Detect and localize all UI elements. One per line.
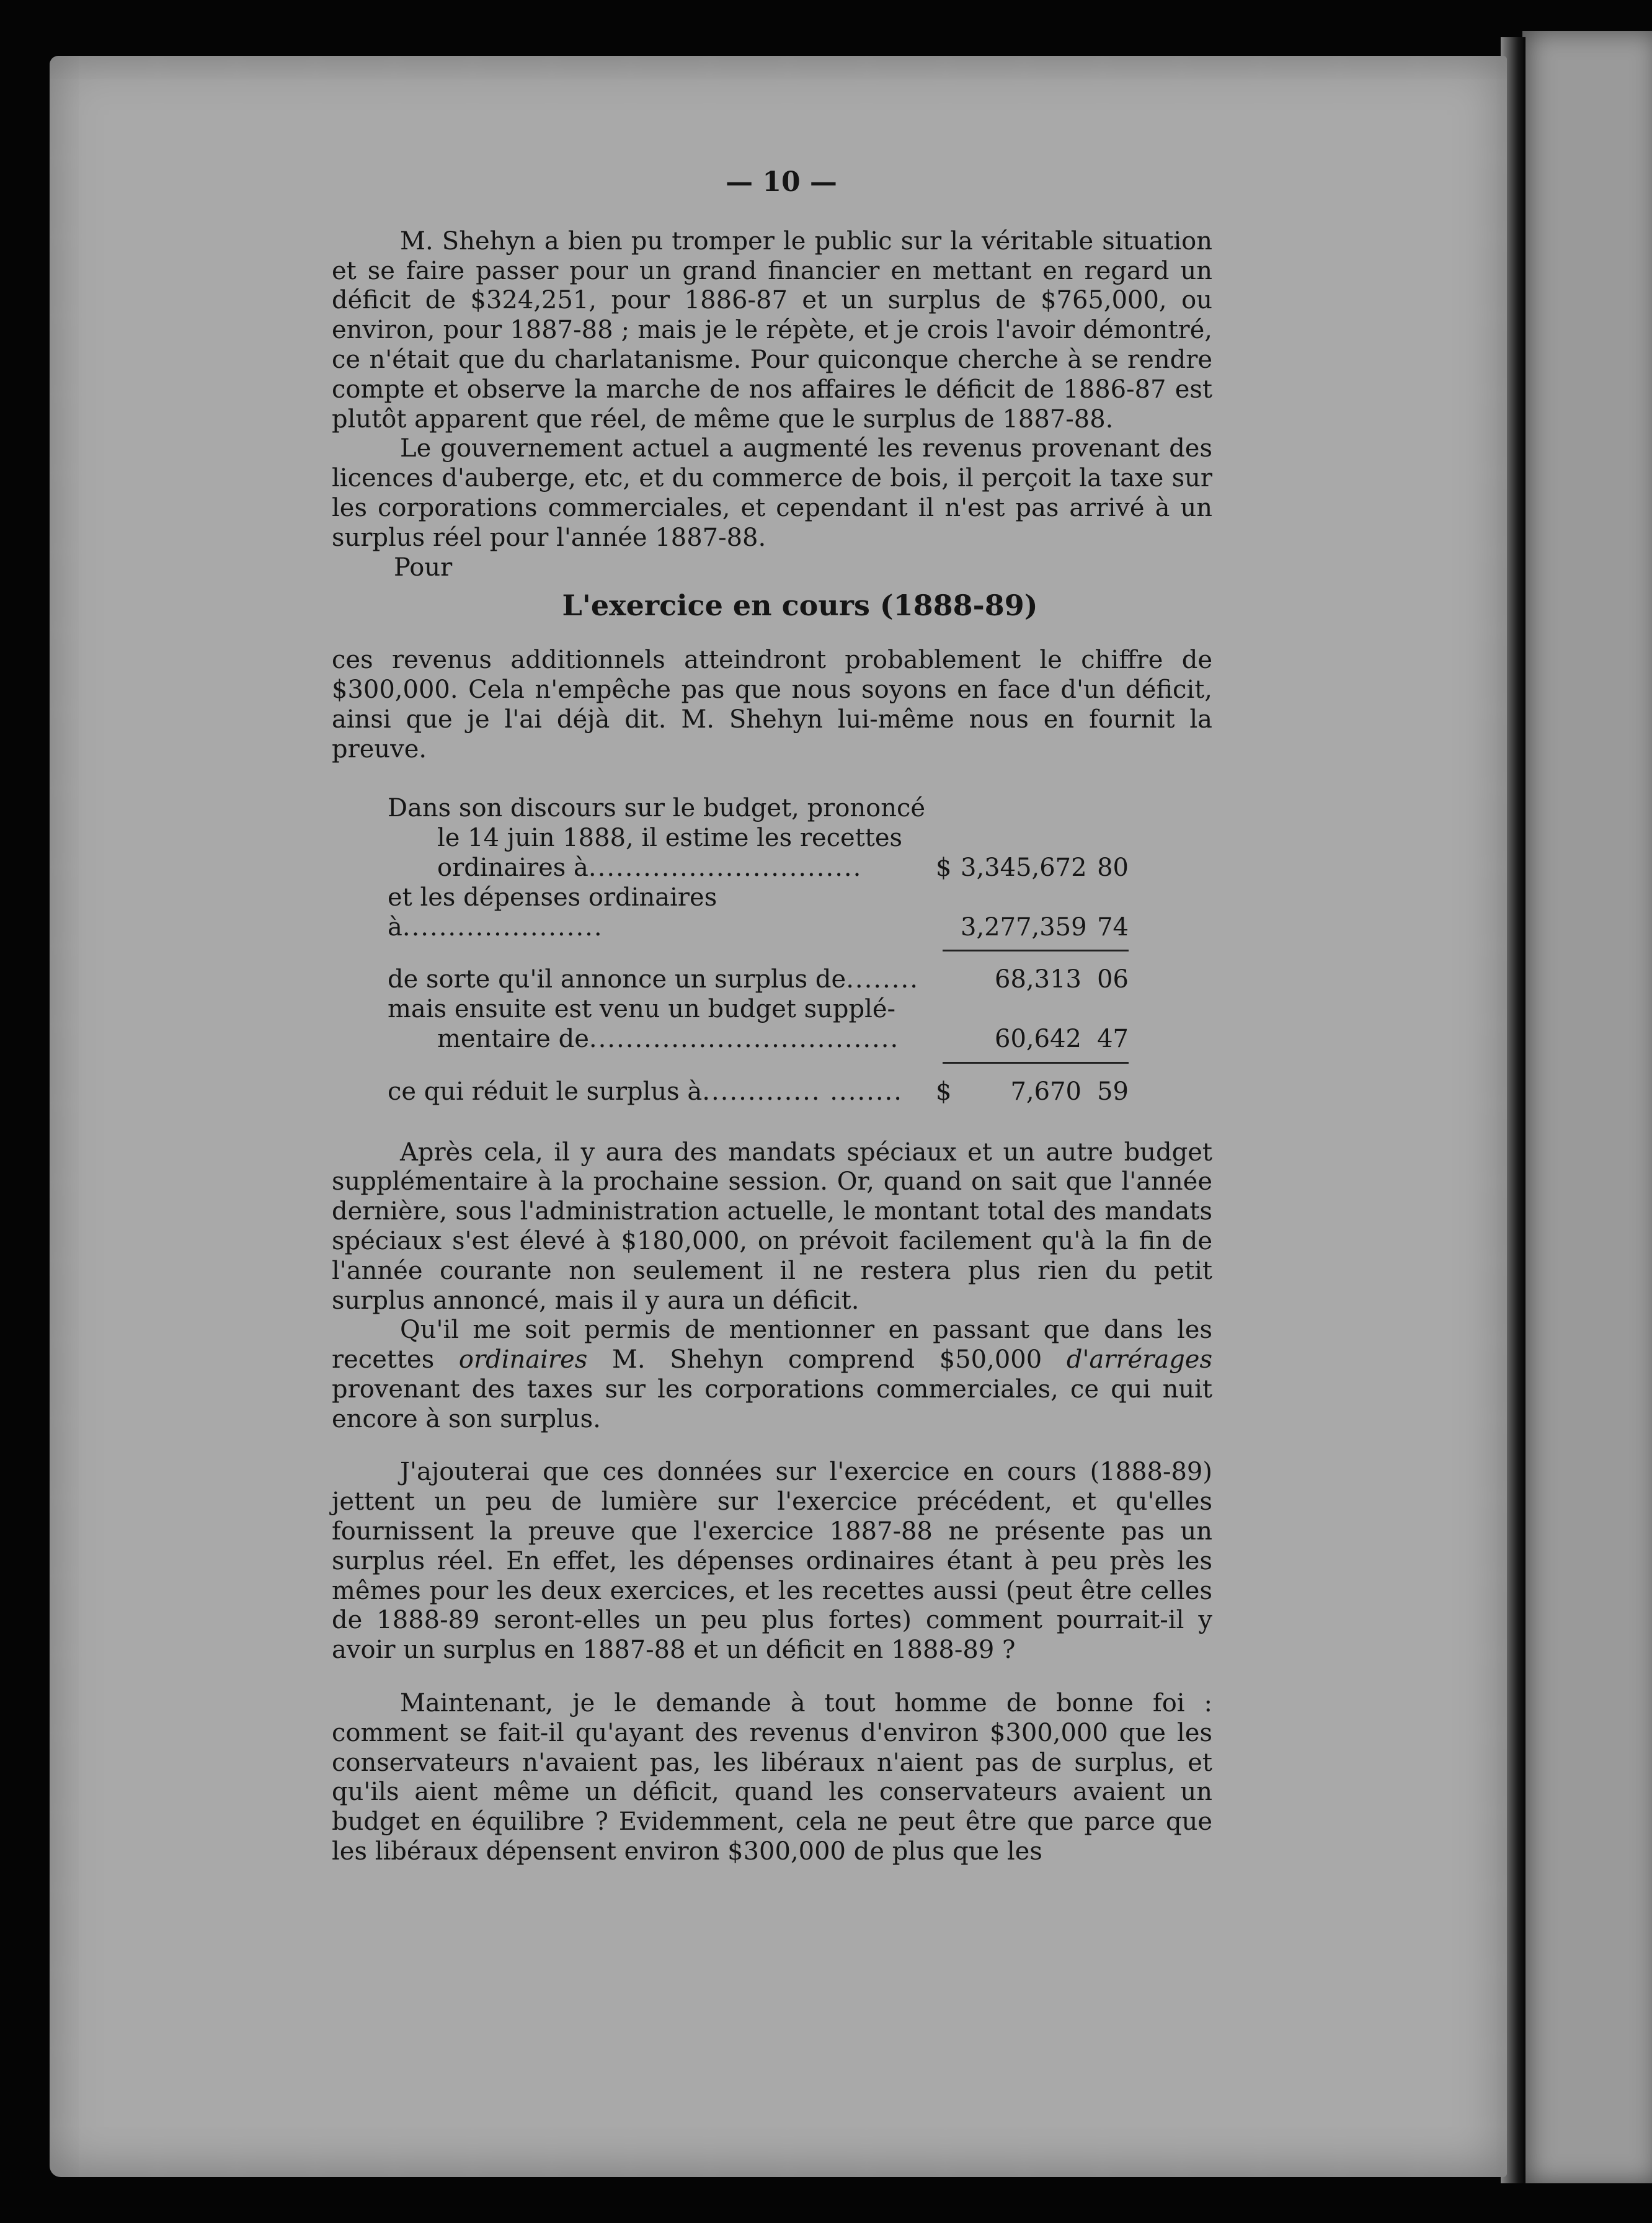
cents: 80 [1097, 853, 1129, 882]
dot-leaders: ........ [846, 965, 919, 994]
paragraph-text: provenant des taxes sur les corporations commerciales, ce qui nuit encore à son surplus. [332, 1374, 1212, 1433]
calc-row [388, 794, 1129, 883]
currency-sign: $ [936, 1077, 952, 1106]
emphasis: d'arrérages [1066, 1345, 1212, 1374]
cents: 47 [1097, 1024, 1129, 1053]
calc-label-line: mais ensuite est venu un budget supplé- [388, 995, 896, 1024]
cents: 06 [1097, 965, 1129, 994]
paragraph: J'ajouterai que ces données sur l'exercice en cours (1888-89) jettent un peu de lumière sur l'exercice précédent, et qu'elles fournissent la preuve que l'exercice 1887-88 ne présente pas un surplus réel. En effet, les dépenses ordinaires étant à peu près les mêmes pour les deux exercices, et les recettes aussi (peut être celles de 1888-89 seront-elles un peu plus fortes) comment pourrait-il y avoir un surplus en 1887-88 et un déficit en 1888-89 ? [332, 1458, 1212, 1665]
calc-label [388, 965, 936, 995]
amount: 3,277,359 [961, 912, 1087, 942]
calc-label [388, 1077, 936, 1107]
paragraph: Pour [394, 553, 453, 582]
paragraph-text: Qu'il me soit permis de mentionner en passant que dans les recettes [332, 1316, 1212, 1374]
dot-leaders: ............. ........ [702, 1077, 903, 1106]
emphasis: ordinaires [458, 1345, 588, 1374]
facing-page-edge [1522, 31, 1652, 2183]
dot-leaders: .................................. [588, 1024, 900, 1053]
budget-calculation [388, 794, 1129, 1107]
dot-leaders: ...................... [402, 912, 603, 942]
section-heading: L'exercice en cours (1888-89) [562, 589, 1038, 623]
paragraph: ces revenus additionnels atteindront probablement le chiffre de $300,000. Cela n'empêche pas que nous soyons en face d'un déficit, ainsi que je l'ai déjà dit. M. Shehyn lui-même nous en fournit la preuve. [332, 646, 1212, 764]
calc-row [388, 1077, 1129, 1107]
page-text [332, 167, 1212, 1867]
dot-leaders: .............................. [588, 853, 863, 882]
calc-row [388, 883, 1129, 943]
calc-label-text: ce qui réduit le surplus à [388, 1077, 703, 1106]
currency-sign: $ [936, 853, 952, 882]
calc-label-line: le 14 juin 1888, il estime les recettes [437, 824, 903, 853]
cents: 59 [1097, 1077, 1129, 1106]
sum-rule [943, 950, 1129, 951]
paragraph [332, 1316, 1212, 1434]
calc-row [388, 995, 1129, 1054]
cents: 74 [1097, 912, 1129, 942]
paragraph-text: M. Shehyn comprend $50,000 [587, 1345, 1067, 1374]
paragraph: M. Shehyn a bien pu tromper le public sur la véritable situation et se faire passer pour un grand financier en mettant en regard un déficit de $324,251, pour 1886-87 et un surplus de $765,000, ou environ, pour 1887-88 ; mais je le répète, et je crois l'avoir démontré, ce n'était que du charlatanisme. Pour quiconque cherche à se rendre compte et observe la marche de nos affaires le déficit de 1886-87 est plutôt apparent que réel, de même que le surplus de 1887-88. [332, 226, 1212, 434]
paragraph: Maintenant, je le demande à tout homme de bonne foi : comment se fait-il qu'ayant des revenus d'environ $300,000 que les conservateurs n'avaient pas, les libéraux n'aient pas de surplus, et qu'ils aient même un déficit, quand les conservateurs avaient un budget en équilibre ? Evidemment, cela ne peut être que parce que les libéraux dépensent environ $300,000 de plus que les [332, 1689, 1212, 1866]
amount: 3,345,672 [961, 853, 1087, 882]
paragraph: Après cela, il y aura des mandats spéciaux et un autre budget supplémentaire à la prochaine session. Or, quand on sait que l'année dernière, sous l'administration actuelle, le montant total des mandats spéciaux s'est élevé à $180,000, on prévoit facilement qu'à la fin de l'année courante non seulement il ne restera plus rien du petit surplus annoncé, mais il y aura un déficit. [332, 1138, 1212, 1315]
calc-label-line: Dans son discours sur le budget, prononcé [388, 794, 926, 823]
paragraph: Le gouvernement actuel a augmenté les revenus provenant des licences d'auberge, etc, et du commerce de bois, il perçoit la taxe sur les corporations commerciales, et cependant il n'est pas arrivé à un surplus réel pour l'année 1887-88. [332, 434, 1212, 552]
sum-rule [943, 1062, 1129, 1064]
calc-label-text: et les dépenses ordinaires à [388, 883, 717, 942]
calc-label [388, 794, 936, 883]
calc-label-line: mentaire de [437, 1024, 589, 1053]
amount: 60,642 [995, 1024, 1081, 1053]
calc-label [388, 883, 936, 943]
calc-label-text: de sorte qu'il annonce un surplus de [388, 965, 846, 994]
amount: 7,670 [1010, 1077, 1081, 1106]
amount: 68,313 [995, 965, 1081, 994]
calc-label [388, 995, 936, 1054]
calc-label-line: ordinaires à [437, 853, 588, 882]
page-number: — 10 — [726, 166, 837, 198]
calc-row [388, 965, 1129, 995]
